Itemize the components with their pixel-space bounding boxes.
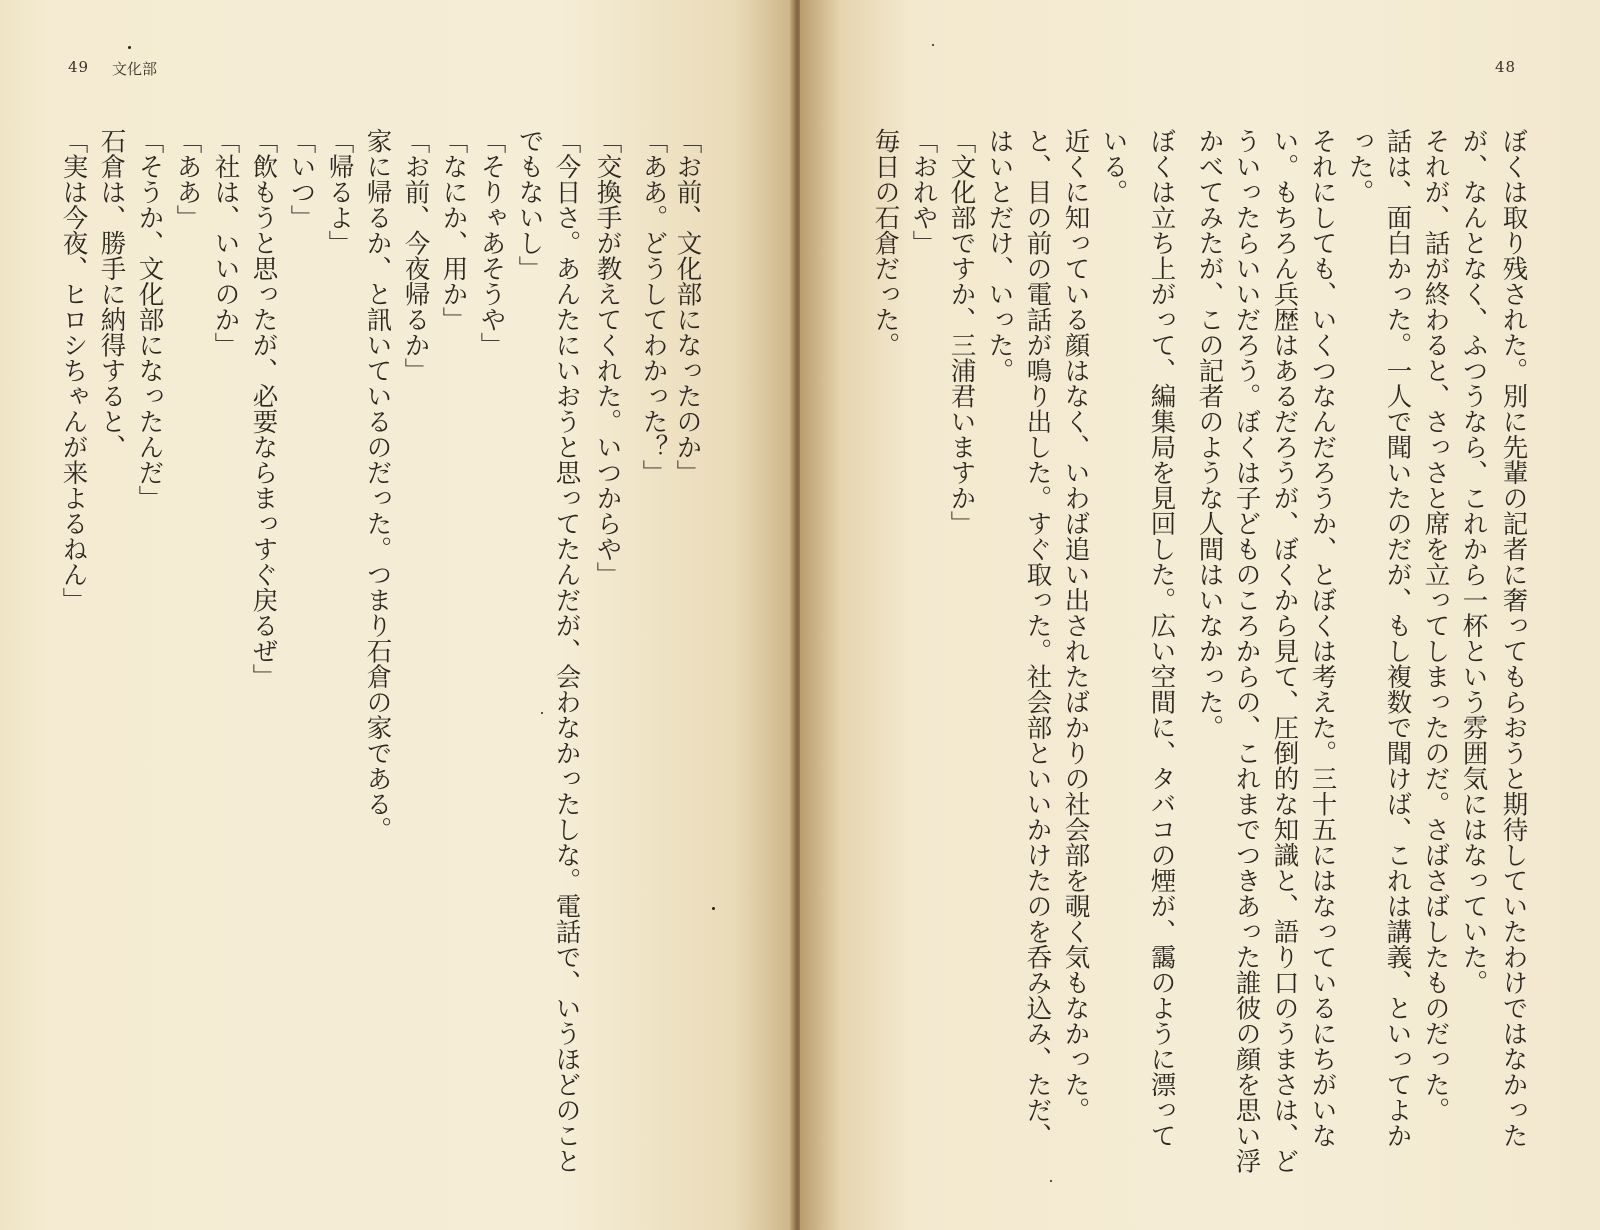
text-line: 「今日さ。あんたにいおうと思ってたんだが、会わなかったしな。電話で、いうほどのこと	[551, 128, 582, 1174]
page-number-left: 49	[68, 58, 90, 76]
text-line: った。	[1344, 128, 1375, 205]
text-line: いる。	[1098, 128, 1129, 205]
text-line: 家に帰るか、と訊いているのだった。つまり石倉の家である。	[362, 128, 393, 842]
text-line: 「実は今夜、ヒロシちゃんが来よるねん」	[58, 128, 89, 613]
ink-speck	[932, 44, 934, 46]
text-line: 「ああ」	[172, 128, 203, 230]
text-line: ういったらいいだろう。ぼくは子どものころからの、これまでつきあった誰彼の顔を思い浮	[1231, 128, 1262, 1174]
text-line: ぼくは取り残された。別に先輩の記者に奢ってもらおうと期待していたわけではなかった	[1498, 128, 1529, 1148]
text-line: 毎日の石倉だった。	[870, 128, 901, 358]
text-line: と、目の前の電話が鳴り出した。すぐ取った。社会部といいかけたのを呑み込み、ただ、	[1022, 128, 1053, 1148]
ink-speck	[1050, 1180, 1052, 1182]
text-line: 「ああ。どうしてわかった？」	[638, 128, 669, 485]
text-line: かべてみたが、この記者のような人間はいなかった。	[1194, 128, 1225, 740]
text-line: 「飲もうと思ったが、必要ならまっすぐ戻るぜ」	[248, 128, 279, 689]
text-line: 「帰るよ」	[324, 128, 355, 256]
text-line: 石倉は、勝手に納得すると、	[96, 128, 127, 460]
right-page	[800, 0, 1600, 1230]
text-line: 「社は、いいのか」	[210, 128, 241, 358]
text-line: 「お前、文化部になったのか」	[672, 128, 703, 485]
text-line: 「なにか、用か」	[438, 128, 469, 332]
text-line: い。もちろん兵歴はあるだろうが、ぼくから見て、圧倒的な知識と、語り口のうまさは、ど	[1269, 128, 1300, 1174]
text-line: でもないし」	[514, 128, 545, 281]
page-number-right: 48	[1495, 58, 1517, 76]
text-line: 「交換手が教えてくれた。いつからや」	[592, 128, 623, 587]
text-line: それが、話が終わると、さっさと席を立ってしまったのだ。さばさばしたものだった。	[1420, 128, 1451, 1123]
running-title: 文化部	[112, 60, 158, 78]
text-line: 「そりゃあそうや」	[476, 128, 507, 358]
text-line: 近くに知っている顔はなく、いわば追い出されたばかりの社会部を覗く気もなかった。	[1060, 128, 1091, 1123]
text-line: 「お前、今夜帰るか」	[400, 128, 431, 383]
ink-speck	[128, 46, 131, 49]
text-line: 「いつ」	[286, 128, 317, 230]
ink-speck	[541, 712, 543, 714]
text-line: ぼくは立ち上がって、編集局を見回した。広い空間に、タバコの煙が、靄のように漂って	[1146, 128, 1177, 1148]
text-line: はいとだけ、いった。	[984, 128, 1015, 383]
text-line: 「文化部ですか、三浦君いますか」	[946, 128, 977, 536]
ink-speck	[712, 907, 715, 910]
text-line: が、なんとなく、ふつうなら、これから一杯という雰囲気にはなっていた。	[1458, 128, 1489, 995]
text-line: 「そうか、文化部になったんだ」	[134, 128, 165, 511]
text-line: 話は、面白かった。一人で聞いたのだが、もし複数で聞けば、これは講義、といってよか	[1382, 128, 1413, 1148]
text-line: それにしても、いくつなんだろうか、とぼくは考えた。三十五にはなっているにちがいな	[1307, 128, 1338, 1148]
text-line: 「おれや」	[908, 128, 939, 256]
left-page	[0, 0, 798, 1230]
